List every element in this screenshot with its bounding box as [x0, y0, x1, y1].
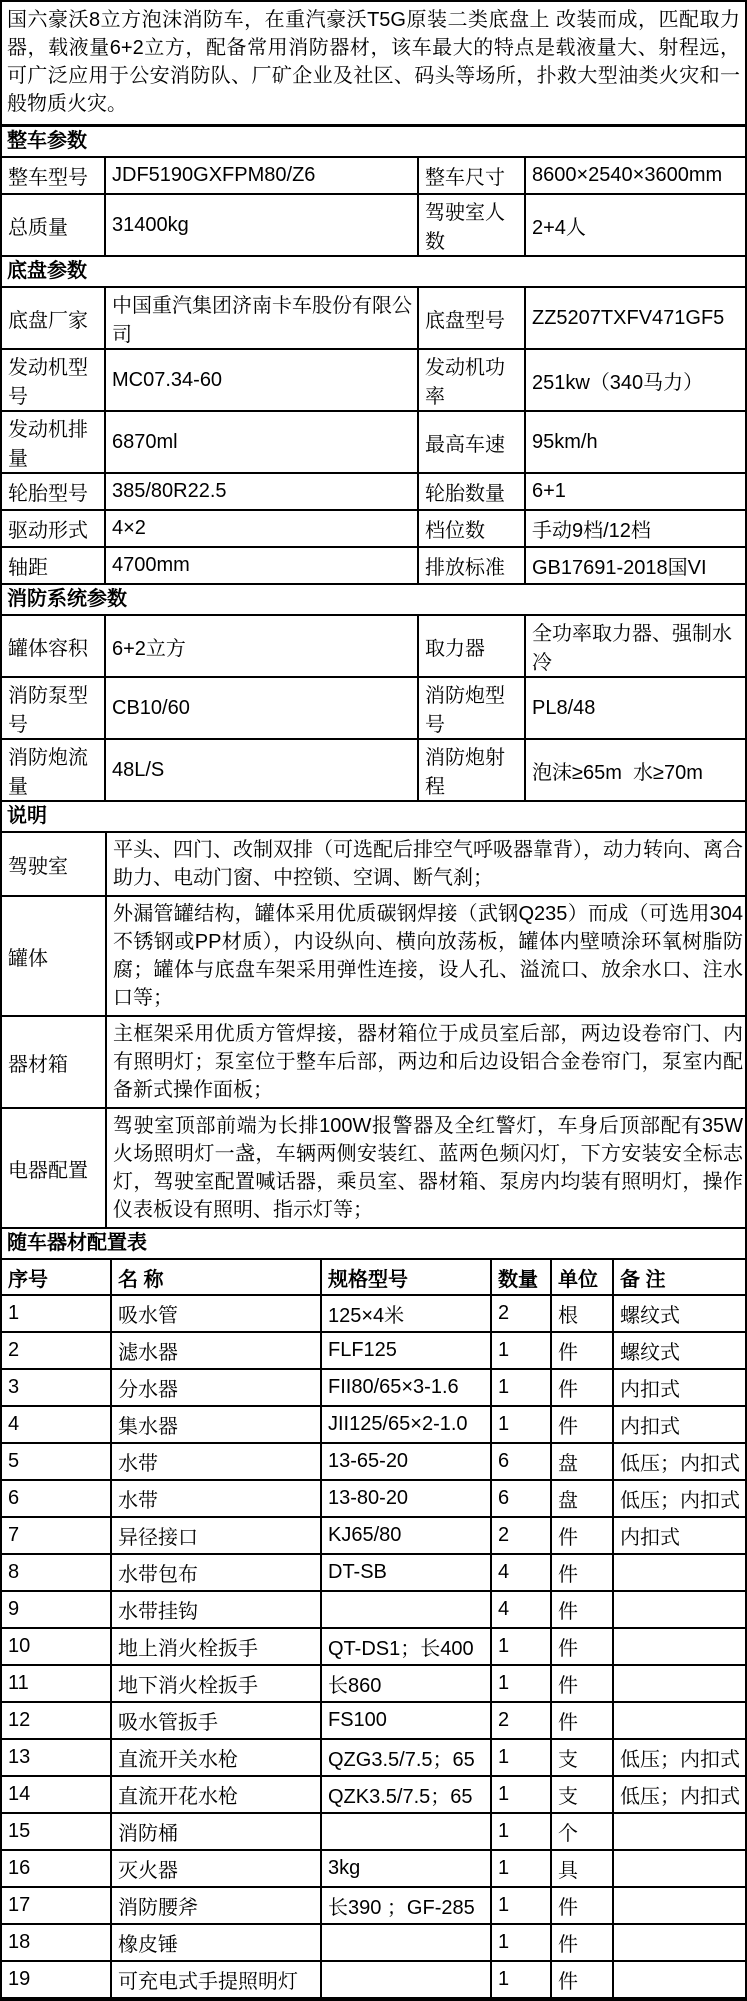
equip-no: 18 [2, 1925, 112, 1962]
equip-qty: 1 [492, 1740, 552, 1777]
equip-unit: 件 [552, 1629, 614, 1666]
equip-note: 内扣式 [614, 1518, 747, 1555]
equip-spec: 长390 ；GF-285 [322, 1888, 492, 1925]
field-value: 外漏管罐结构，罐体采用优质碳钢焊接（武钢Q235）而成（可选用304不锈钢或PP材质），内设纵向、横向放荡板，罐体内壁喷涂环氧树脂防腐；罐体与底盘车架采用弹性连接，设人孔、溢流口、放余水口、注水口等； [107, 897, 747, 1017]
equipment-row [2, 1925, 747, 1962]
vehicle-params-table [2, 158, 747, 257]
equip-name: 分水器 [112, 1370, 322, 1407]
equip-note [614, 1851, 747, 1888]
equip-name: 消防桶 [112, 1814, 322, 1851]
equip-no: 5 [2, 1444, 112, 1481]
field-value: 全功率取力器、强制水冷 [526, 616, 747, 678]
equip-no: 12 [2, 1703, 112, 1740]
equip-no: 8 [2, 1555, 112, 1592]
equip-note: 低压；内扣式 [614, 1740, 747, 1777]
equip-unit: 件 [552, 1925, 614, 1962]
equip-unit: 支 [552, 1740, 614, 1777]
equip-unit: 盘 [552, 1444, 614, 1481]
equip-spec [322, 1814, 492, 1851]
fire-system-params-table [2, 616, 747, 802]
field-label: 电器配置 [2, 1109, 107, 1229]
equip-qty: 2 [492, 1296, 552, 1333]
equip-no: 13 [2, 1740, 112, 1777]
equipment-row [2, 1888, 747, 1925]
equip-no: 14 [2, 1777, 112, 1814]
field-value: 48L/S [106, 740, 419, 802]
table-row [2, 412, 747, 474]
chassis-params-table [2, 288, 747, 585]
equip-note: 内扣式 [614, 1407, 747, 1444]
equip-name: 集水器 [112, 1407, 322, 1444]
field-label: 发动机功率 [419, 350, 526, 412]
equip-note [614, 1555, 747, 1592]
equip-qty: 1 [492, 1962, 552, 1999]
field-label: 底盘厂家 [2, 288, 106, 350]
equip-no: 9 [2, 1592, 112, 1629]
field-value: MC07.34-60 [106, 350, 419, 412]
equip-no: 11 [2, 1666, 112, 1703]
equip-no: 16 [2, 1851, 112, 1888]
equip-note [614, 1666, 747, 1703]
equip-unit: 件 [552, 1592, 614, 1629]
equip-spec: 长860 [322, 1666, 492, 1703]
equip-name: 地下消火栓扳手 [112, 1666, 322, 1703]
field-value: 31400kg [106, 195, 419, 257]
field-label: 消防炮射程 [419, 740, 526, 802]
equip-name: 吸水管 [112, 1296, 322, 1333]
equip-spec [322, 1925, 492, 1962]
equip-name: 水带挂钩 [112, 1592, 322, 1629]
field-value: 中国重汽集团济南卡车股份有限公司 [106, 288, 419, 350]
equip-qty: 1 [492, 1814, 552, 1851]
field-label: 底盘型号 [419, 288, 526, 350]
field-value: 4×2 [106, 511, 419, 548]
field-label: 发动机排量 [2, 412, 106, 474]
field-label: 总质量 [2, 195, 106, 257]
equip-unit: 支 [552, 1777, 614, 1814]
equipment-row [2, 1296, 747, 1333]
table-row [2, 288, 747, 350]
equip-spec: JII125/65×2-1.0 [322, 1407, 492, 1444]
table-row [2, 158, 747, 195]
equip-no: 15 [2, 1814, 112, 1851]
field-label: 档位数 [419, 511, 526, 548]
equip-no: 6 [2, 1481, 112, 1518]
equip-name: 异径接口 [112, 1518, 322, 1555]
equipment-row [2, 1407, 747, 1444]
equip-unit: 盘 [552, 1481, 614, 1518]
equip-spec: FS100 [322, 1703, 492, 1740]
field-value: 385/80R22.5 [106, 474, 419, 511]
field-value: 6+1 [526, 474, 747, 511]
field-label: 罐体容积 [2, 616, 106, 678]
table-row [2, 740, 747, 802]
equip-name: 灭火器 [112, 1851, 322, 1888]
equip-note [614, 1592, 747, 1629]
equip-no: 17 [2, 1888, 112, 1925]
field-label: 消防泵型号 [2, 678, 106, 740]
equip-unit: 个 [552, 1814, 614, 1851]
field-value: 8600×2540×3600mm [526, 158, 747, 195]
equip-note [614, 1962, 747, 1999]
equip-unit: 件 [552, 1962, 614, 1999]
table-row [2, 833, 747, 897]
equip-note [614, 1925, 747, 1962]
field-label: 轮胎型号 [2, 474, 106, 511]
equipment-row [2, 1518, 747, 1555]
equip-spec: FLF125 [322, 1333, 492, 1370]
field-value: PL8/48 [526, 678, 747, 740]
equip-qty: 1 [492, 1851, 552, 1888]
equipment-header-row [2, 1260, 747, 1296]
field-value: 驾驶室顶部前端为长排100W报警器及全红警灯，车身后顶部配有35W火场照明灯一盏，车辆两侧安装红、蓝两色频闪灯，下方安装安全标志灯，驾驶室配置喊话器，乘员室、器材箱、泵房内均装有照明灯，操作仪表板设有照明、指示灯等； [107, 1109, 747, 1229]
field-value: 251kw（340马力） [526, 350, 747, 412]
equip-unit: 具 [552, 1851, 614, 1888]
field-value: 95km/h [526, 412, 747, 474]
field-value: ZZ5207TXFV471GF5 [526, 288, 747, 350]
equip-name: 水带 [112, 1481, 322, 1518]
equip-name: 直流开关水枪 [112, 1740, 322, 1777]
equip-spec: 13-65-20 [322, 1444, 492, 1481]
equip-spec: QZK3.5/7.5；65 [322, 1777, 492, 1814]
equip-qty: 2 [492, 1518, 552, 1555]
equip-spec: DT-SB [322, 1555, 492, 1592]
equip-qty: 1 [492, 1925, 552, 1962]
equipment-column-header: 备 注 [614, 1260, 747, 1296]
equip-name: 水带 [112, 1444, 322, 1481]
equip-qty: 6 [492, 1444, 552, 1481]
equip-spec [322, 1592, 492, 1629]
equip-name: 地上消火栓扳手 [112, 1629, 322, 1666]
equip-spec: QZG3.5/7.5；65 [322, 1740, 492, 1777]
field-label: 罐体 [2, 897, 107, 1017]
equip-note: 螺纹式 [614, 1333, 747, 1370]
field-label: 消防炮型号 [419, 678, 526, 740]
equip-no: 10 [2, 1629, 112, 1666]
equip-qty: 1 [492, 1333, 552, 1370]
field-value: 6+2立方 [106, 616, 419, 678]
equip-unit: 件 [552, 1703, 614, 1740]
field-value: GB17691-2018国VI [526, 548, 747, 585]
field-value: 平头、四门、改制双排（可选配后排空气呼吸器靠背），动力转向、离合助力、电动门窗、中控锁、空调、断气刹； [107, 833, 747, 897]
equipment-row [2, 1629, 747, 1666]
equip-note: 低压；内扣式 [614, 1777, 747, 1814]
equip-no: 1 [2, 1296, 112, 1333]
field-value: 6870ml [106, 412, 419, 474]
equipment-table-title: 随车器材配置表 [2, 1229, 745, 1260]
equip-name: 直流开花水枪 [112, 1777, 322, 1814]
equipment-row [2, 1333, 747, 1370]
field-label: 器材箱 [2, 1017, 107, 1109]
equip-qty: 4 [492, 1592, 552, 1629]
equip-no: 7 [2, 1518, 112, 1555]
equip-note: 低压；内扣式 [614, 1444, 747, 1481]
field-label: 最高车速 [419, 412, 526, 474]
table-row [2, 511, 747, 548]
equip-spec [322, 1962, 492, 1999]
equip-note [614, 1629, 747, 1666]
field-value: 2+4人 [526, 195, 747, 257]
chassis-params-title: 底盘参数 [2, 257, 745, 288]
equip-name: 橡皮锤 [112, 1925, 322, 1962]
equipment-column-header: 单位 [552, 1260, 614, 1296]
equipment-table [2, 1260, 747, 1999]
equip-qty: 4 [492, 1555, 552, 1592]
equip-name: 可充电式手提照明灯 [112, 1962, 322, 1999]
equip-no: 2 [2, 1333, 112, 1370]
field-label: 轴距 [2, 548, 106, 585]
equip-qty: 1 [492, 1629, 552, 1666]
equip-note [614, 1814, 747, 1851]
equip-spec: 13-80-20 [322, 1481, 492, 1518]
equip-unit: 件 [552, 1407, 614, 1444]
equip-qty: 2 [492, 1703, 552, 1740]
table-row [2, 678, 747, 740]
fire-system-params-title: 消防系统参数 [2, 585, 745, 616]
equip-note [614, 1888, 747, 1925]
equip-name: 水带包布 [112, 1555, 322, 1592]
equip-spec: FII80/65×3-1.6 [322, 1370, 492, 1407]
spec-sections [2, 127, 745, 1229]
field-value: CB10/60 [106, 678, 419, 740]
field-label: 发动机型号 [2, 350, 106, 412]
field-label: 驾驶室 [2, 833, 107, 897]
table-row [2, 195, 747, 257]
equipment-row [2, 1592, 747, 1629]
equip-spec: 125×4米 [322, 1296, 492, 1333]
equipment-row [2, 1740, 747, 1777]
intro-paragraph: 国六豪沃8立方泡沫消防车，在重汽豪沃T5G原装二类底盘上 改装而成，匹配取力器，载液量6+2立方，配备常用消防器材，该车最大的特点是载液量大、射程远，可广泛应用于公安消防队、厂矿企业及社区、码头等场所，扑救大型油类火灾和一般物质火灾。 [2, 2, 745, 127]
field-label: 驱动形式 [2, 511, 106, 548]
table-row [2, 474, 747, 511]
equip-spec: KJ65/80 [322, 1518, 492, 1555]
field-label: 整车型号 [2, 158, 106, 195]
equip-unit: 件 [552, 1888, 614, 1925]
equip-spec: QT-DS1；长400 [322, 1629, 492, 1666]
field-label: 排放标准 [419, 548, 526, 585]
equip-no: 19 [2, 1962, 112, 1999]
equipment-row [2, 1777, 747, 1814]
table-row [2, 350, 747, 412]
equip-qty: 1 [492, 1666, 552, 1703]
equip-no: 4 [2, 1407, 112, 1444]
equipment-column-header: 序号 [2, 1260, 112, 1296]
equip-unit: 根 [552, 1296, 614, 1333]
equipment-row [2, 1481, 747, 1518]
field-value: 手动9档/12档 [526, 511, 747, 548]
field-label: 驾驶室人数 [419, 195, 526, 257]
equipment-column-header: 名 称 [112, 1260, 322, 1296]
equip-name: 吸水管扳手 [112, 1703, 322, 1740]
description-title: 说明 [2, 802, 745, 833]
table-row [2, 897, 747, 1017]
equip-no: 3 [2, 1370, 112, 1407]
equip-unit: 件 [552, 1370, 614, 1407]
equipment-row [2, 1370, 747, 1407]
equip-unit: 件 [552, 1333, 614, 1370]
equipment-row [2, 1962, 747, 1999]
field-value: 主框架采用优质方管焊接，器材箱位于成员室后部，两边设卷帘门、内有照明灯；泵室位于整车后部，两边和后边设铝合金卷帘门，泵室内配备新式操作面板； [107, 1017, 747, 1109]
equip-qty: 1 [492, 1370, 552, 1407]
table-row [2, 1109, 747, 1229]
equip-name: 消防腰斧 [112, 1888, 322, 1925]
field-value: JDF5190GXFPM80/Z6 [106, 158, 419, 195]
equip-qty: 1 [492, 1888, 552, 1925]
equipment-row [2, 1703, 747, 1740]
field-label: 整车尺寸 [419, 158, 526, 195]
table-row [2, 616, 747, 678]
equip-unit: 件 [552, 1666, 614, 1703]
equip-unit: 件 [552, 1518, 614, 1555]
equipment-row [2, 1851, 747, 1888]
equip-note [614, 1703, 747, 1740]
equip-qty: 6 [492, 1481, 552, 1518]
description-table [2, 833, 747, 1229]
field-value: 泡沫≥65m 水≥70m [526, 740, 747, 802]
equipment-column-header: 规格型号 [322, 1260, 492, 1296]
field-value: 4700mm [106, 548, 419, 585]
field-label: 取力器 [419, 616, 526, 678]
equipment-row [2, 1814, 747, 1851]
equip-note: 螺纹式 [614, 1296, 747, 1333]
equip-name: 滤水器 [112, 1333, 322, 1370]
equipment-row [2, 1666, 747, 1703]
table-row [2, 1017, 747, 1109]
field-label: 消防炮流量 [2, 740, 106, 802]
equip-unit: 件 [552, 1555, 614, 1592]
equipment-column-header: 数量 [492, 1260, 552, 1296]
equip-qty: 1 [492, 1407, 552, 1444]
equipment-row [2, 1444, 747, 1481]
table-row [2, 548, 747, 585]
equipment-row [2, 1555, 747, 1592]
field-label: 轮胎数量 [419, 474, 526, 511]
equip-note: 低压；内扣式 [614, 1481, 747, 1518]
equip-spec: 3kg [322, 1851, 492, 1888]
vehicle-params-title: 整车参数 [2, 127, 745, 158]
equip-qty: 1 [492, 1777, 552, 1814]
equip-note: 内扣式 [614, 1370, 747, 1407]
